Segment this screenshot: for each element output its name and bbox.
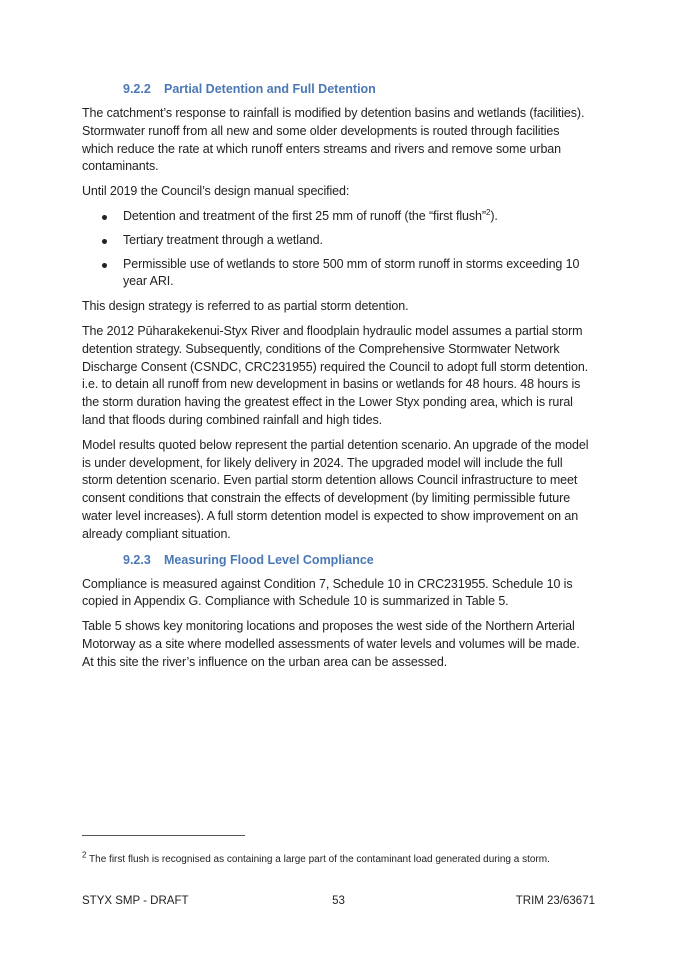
paragraph-monitoring-locations: Table 5 shows key monitoring locations and proposes the west side of the Northern Arterial Motorway as a site where modelled assessments of water levels and volumes will be made. At this site the river’s influence on the urban area can be assessed. [82,619,580,669]
paragraph-model-results: Model results quoted below represent the partial detention scenario. An upgrade of the model is under development, for likely delivery in 2024. The upgraded model will include the full storm detention scenario. Even partial storm detention allows Council infrastructure to meet consent conditions that constrain the effects of development (by limiting permissible future water level increases). A full storm detention model is expected to show improvement on an already compliant situation. [82,437,589,541]
list-item-text-end: ). [490,208,498,223]
section-number: 9.2.3 [123,552,151,567]
footer-trim-reference: TRIM 23/63671 [515,895,595,907]
bullet-icon [102,239,107,244]
list-item [82,232,594,250]
bullet-icon [102,263,107,268]
bullet-icon [102,215,107,220]
paragraph-compliance: Compliance is measured against Condition 7, Schedule 10 in CRC231955. Schedule 10 is copied in Appendix G. Compliance with Schedule 10 is summarized in Table 5. [82,576,573,609]
footnote [82,850,602,866]
section-number: 9.2.2 [123,82,151,96]
design-manual-list [82,208,594,291]
page-footer [82,893,595,909]
section-heading-9-2-3 [82,551,594,569]
list-item [82,208,594,226]
list-item-text: Permissible use of wetlands to store 500 mm of storm runoff in storms exceeding 10 year ARI. [123,256,580,289]
footnote-marker: 2 [82,850,87,860]
list-item-text: Tertiary treatment through a wetland. [123,232,323,247]
section-heading-9-2-2 [82,80,594,98]
paragraph-design-manual-intro: Until 2019 the Council’s design manual specified: [82,184,350,199]
footer-document-title: STYX SMP - DRAFT [82,895,189,907]
section-title: Measuring Flood Level Compliance [164,552,374,567]
page-number: 53 [332,895,345,907]
footnote-reference[interactable]: 2 [485,207,491,217]
footnote-separator [82,835,245,836]
list-item [82,256,594,292]
footnote-text: The first flush is recognised as containing a large part of the contaminant load generated during a storm. [86,854,550,865]
paragraph-catchment-response: The catchment’s response to rainfall is modified by detention basins and wetlands (facilities). Stormwater runoff from all new and some older developments is routed through facilities which reduce the rate at which runoff enters streams and rivers and remove some urban contaminants. [82,106,585,174]
section-title: Partial Detention and Full Detention [164,82,376,96]
paragraph-hydraulic-model: The 2012 Pūharakekenui-Styx River and floodplain hydraulic model assumes a partial storm detention strategy. Subsequently, conditions of the Comprehensive Stormwater Network Discharge Consent (CSNDC, CRC231955) required the Council to adopt full storm detention. i.e. to detain all runoff from new development in basins or wetlands for 48 hours. 48 hours is the storm duration having the greatest effect in the Lower Styx ponding area, which is rural land that floods during combined rainfall and high tides. [82,323,589,427]
paragraph-partial-detention: This design strategy is referred to as partial storm detention. [82,299,409,314]
page-body [82,80,594,679]
list-item-text: Detention and treatment of the first 25 mm of runoff (the “first flush” [123,208,486,223]
